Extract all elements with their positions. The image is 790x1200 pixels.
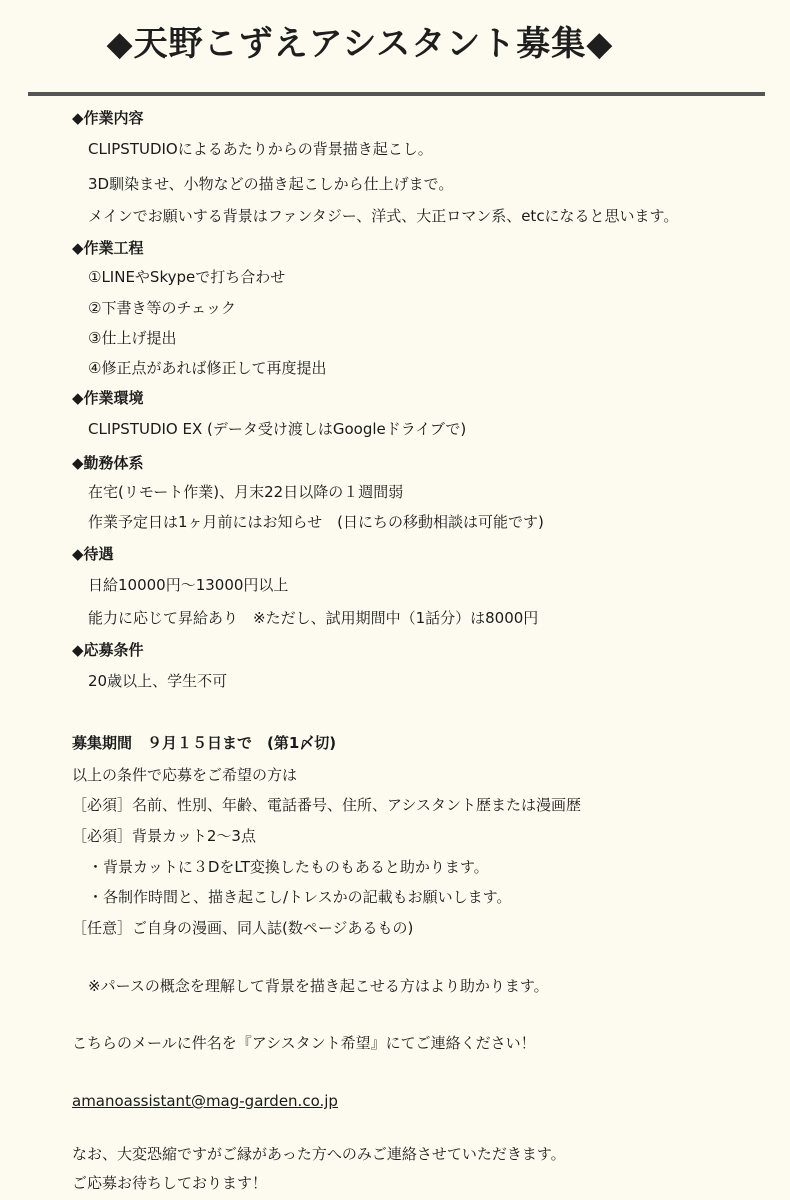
closing-line-2: ご応募お待ちしております！ (72, 1174, 268, 1192)
divider (28, 92, 765, 96)
process-step-1: ①LINEやSkypeで打ち合わせ (88, 268, 286, 286)
application-period: 募集期間 ９月１５日まで (第1〆切) (72, 734, 337, 752)
optional-item: ［任意］ご自身の漫画、同人誌(数ページあるもの) (72, 919, 414, 937)
closing-line-1: なお、大変恐縮ですがご縁があった方へのみご連絡させていただきます。 (72, 1145, 566, 1163)
section-heading-requirements: ◆応募条件 (72, 641, 144, 659)
page-title: ◆天野こずえアシスタント募集◆ (106, 24, 614, 64)
remark-line: ※パースの概念を理解して背景を描き起こせる方はより助かります。 (88, 977, 549, 995)
environment-line-1: CLIPSTUDIO EX (データ受け渡しはGoogleドライブで) (88, 420, 467, 438)
work-line-3: メインでお願いする背景はファンタジー、洋式、大正ロマン系、etcになると思います。 (88, 207, 679, 225)
process-step-4: ④修正点があれば修正して再度提出 (88, 359, 327, 377)
pay-line-2: 能力に応じて昇給あり ※ただし、試用期間中（1話分）は8000円 (88, 609, 539, 627)
section-heading-environment: ◆作業環境 (72, 389, 144, 407)
work-line-1: CLIPSTUDIOによるあたりからの背景描き起こし。 (88, 140, 433, 158)
process-step-3: ③仕上げ提出 (88, 329, 177, 347)
note-line-1: ・背景カットに３DをLT変換したものもあると助かります。 (88, 858, 489, 876)
section-heading-work: ◆作業内容 (72, 109, 144, 127)
schedule-line-2: 作業予定日は1ヶ月前にはお知らせ (日にちの移動相談は可能です) (88, 513, 544, 531)
section-heading-process: ◆作業工程 (72, 239, 144, 257)
required-item-1: ［必須］名前、性別、年齢、電話番号、住所、アシスタント歴または漫画歴 (72, 796, 581, 814)
pay-line-1: 日給10000円〜13000円以上 (88, 576, 289, 594)
note-line-2: ・各制作時間と、描き起こし/トレスかの記載もお願いします。 (88, 888, 512, 906)
section-heading-pay: ◆待遇 (72, 545, 114, 563)
requirements-line-1: 20歳以上、学生不可 (88, 672, 228, 690)
process-step-2: ②下書き等のチェック (88, 299, 236, 317)
application-intro: 以上の条件で応募をご希望の方は (72, 766, 298, 784)
schedule-line-1: 在宅(リモート作業)、月末22日以降の１週間弱 (88, 483, 404, 501)
email-link[interactable]: amanoassistant@mag-garden.co.jp (72, 1092, 338, 1110)
required-item-2: ［必須］背景カット2〜3点 (72, 827, 256, 845)
work-line-2: 3D馴染ませ、小物などの描き起こしから仕上げまで。 (88, 175, 454, 193)
contact-instruction: こちらのメールに件名を『アシスタント希望』にてご連絡ください！ (72, 1034, 536, 1052)
section-heading-schedule: ◆勤務体系 (72, 454, 144, 472)
